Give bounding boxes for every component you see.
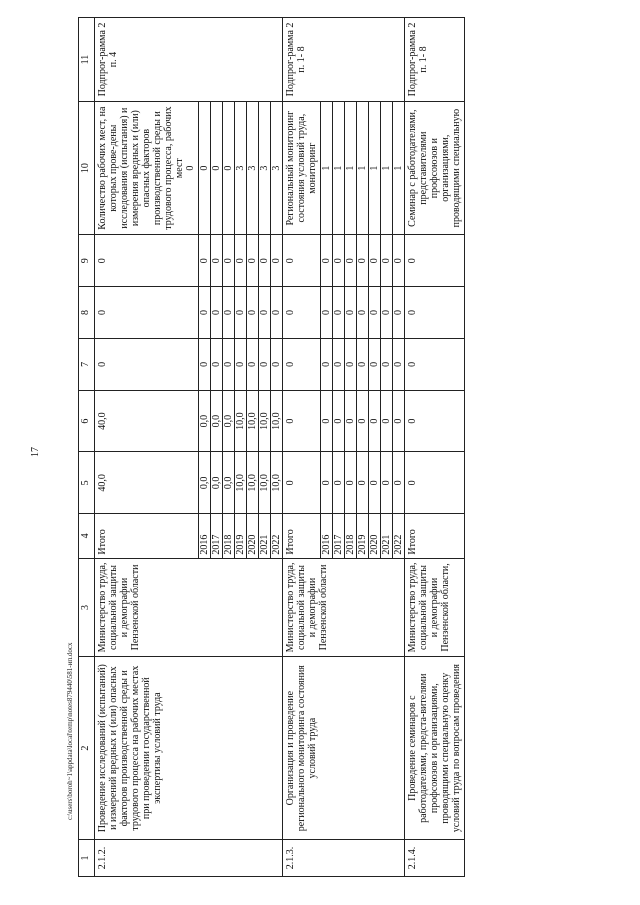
value-c5: 0 <box>333 452 345 514</box>
value-c6: 0,0 <box>223 390 235 452</box>
value-c6: 10,0 <box>247 390 259 452</box>
total-c5: 40,0 <box>95 452 199 514</box>
value-c9: 0 <box>259 235 271 287</box>
value-c8: 0 <box>381 287 393 339</box>
value-c6: 0,0 <box>211 390 223 452</box>
total-label: Итого <box>405 514 465 558</box>
value-c7: 0 <box>321 338 333 390</box>
value-c10: 3 <box>247 102 259 235</box>
total-c8: 0 <box>405 287 465 339</box>
value-c7: 0 <box>393 338 405 390</box>
indicator-total-value: 0 <box>185 165 196 171</box>
value-c5: 10,0 <box>271 452 283 514</box>
total-c6: 0 <box>405 390 465 452</box>
section-program: Подпрог-рамма 2 п. 1- 8 <box>405 18 465 102</box>
value-c10: 3 <box>259 102 271 235</box>
value-c10: 3 <box>271 102 283 235</box>
value-c7: 0 <box>333 338 345 390</box>
value-c10: 1 <box>381 102 393 235</box>
value-c6: 0 <box>393 390 405 452</box>
total-label: Итого <box>283 514 321 558</box>
col-header: 9 <box>79 235 95 287</box>
value-c5: 0 <box>345 452 357 514</box>
year-cell: 2016 <box>199 514 211 558</box>
indicator-description: Количество рабочих мест, на которых прове-дены исследования (испытания) и измерения вредных и (или) опасных факторов производственной среды и трудового процесса, рабочих мест <box>97 106 185 230</box>
value-c10: 1 <box>345 102 357 235</box>
total-c9: 0 <box>283 235 321 287</box>
rotated-table-wrapper <box>78 17 638 877</box>
section-number: 2.1.4. <box>405 839 465 876</box>
value-c8: 0 <box>369 287 381 339</box>
year-cell: 2022 <box>271 514 283 558</box>
year-cell: 2017 <box>333 514 345 558</box>
total-c6: 0 <box>283 390 321 452</box>
value-c5: 0 <box>393 452 405 514</box>
value-c7: 0 <box>381 338 393 390</box>
value-c7: 0 <box>211 338 223 390</box>
value-c9: 0 <box>345 235 357 287</box>
value-c8: 0 <box>393 287 405 339</box>
total-c10: Региональный мониторинг состояния условий труда, мониторинг <box>283 102 321 235</box>
section-number: 2.1.3. <box>283 839 405 876</box>
year-cell: 2020 <box>369 514 381 558</box>
value-c6: 0 <box>333 390 345 452</box>
year-cell: 2021 <box>381 514 393 558</box>
year-cell: 2018 <box>223 514 235 558</box>
value-c5: 0,0 <box>199 452 211 514</box>
total-c8: 0 <box>283 287 321 339</box>
value-c9: 0 <box>235 235 247 287</box>
col-header: 5 <box>79 452 95 514</box>
year-cell: 2019 <box>357 514 369 558</box>
value-c5: 0,0 <box>223 452 235 514</box>
value-c10: 3 <box>235 102 247 235</box>
value-c6: 10,0 <box>235 390 247 452</box>
value-c6: 10,0 <box>259 390 271 452</box>
value-c9: 0 <box>369 235 381 287</box>
value-c5: 0 <box>369 452 381 514</box>
section-executor: Министерство труда, социальной защиты и демографии Пензенской области, <box>405 558 465 657</box>
value-c9: 0 <box>333 235 345 287</box>
total-label: Итого <box>95 514 199 558</box>
value-c8: 0 <box>211 287 223 339</box>
value-c6: 0,0 <box>199 390 211 452</box>
value-c5: 0,0 <box>211 452 223 514</box>
total-c9: 0 <box>95 235 199 287</box>
year-cell: 2016 <box>321 514 333 558</box>
value-c9: 0 <box>247 235 259 287</box>
value-c7: 0 <box>259 338 271 390</box>
value-c5: 10,0 <box>247 452 259 514</box>
value-c7: 0 <box>223 338 235 390</box>
value-c10: 0 <box>223 102 235 235</box>
value-c7: 0 <box>247 338 259 390</box>
section-total-row <box>95 18 199 877</box>
year-cell: 2019 <box>235 514 247 558</box>
value-c10: 0 <box>199 102 211 235</box>
value-c9: 0 <box>321 235 333 287</box>
value-c9: 0 <box>357 235 369 287</box>
value-c9: 0 <box>211 235 223 287</box>
section-name: Организация и проведение регионального мониторинга состояния условий труда <box>283 657 405 840</box>
value-c10: 0 <box>211 102 223 235</box>
col-header: 1 <box>79 839 95 876</box>
col-header: 2 <box>79 657 95 840</box>
col-header: 3 <box>79 558 95 657</box>
value-c10: 1 <box>333 102 345 235</box>
year-cell: 2017 <box>211 514 223 558</box>
value-c9: 0 <box>271 235 283 287</box>
total-c5: 0 <box>283 452 321 514</box>
value-c9: 0 <box>223 235 235 287</box>
section-total-row <box>405 18 465 877</box>
value-c7: 0 <box>235 338 247 390</box>
col-header: 10 <box>79 102 95 235</box>
value-c5: 0 <box>321 452 333 514</box>
year-cell: 2021 <box>259 514 271 558</box>
total-c9: 0 <box>405 235 465 287</box>
total-c6: 40,0 <box>95 390 199 452</box>
year-cell: 2020 <box>247 514 259 558</box>
value-c7: 0 <box>369 338 381 390</box>
value-c6: 0 <box>321 390 333 452</box>
value-c8: 0 <box>333 287 345 339</box>
value-c5: 0 <box>357 452 369 514</box>
total-c7: 0 <box>405 338 465 390</box>
value-c10: 1 <box>369 102 381 235</box>
value-c8: 0 <box>199 287 211 339</box>
value-c6: 0 <box>381 390 393 452</box>
value-c8: 0 <box>259 287 271 339</box>
total-c5: 0 <box>405 452 465 514</box>
value-c6: 10,0 <box>271 390 283 452</box>
value-c8: 0 <box>223 287 235 339</box>
year-cell: 2022 <box>393 514 405 558</box>
value-c7: 0 <box>345 338 357 390</box>
value-c7: 0 <box>357 338 369 390</box>
value-c8: 0 <box>345 287 357 339</box>
program-table <box>78 17 465 877</box>
total-c10 <box>95 102 199 235</box>
section-program: Подпрог-рамма 2 п. 1- 8 <box>283 18 405 102</box>
value-c8: 0 <box>247 287 259 339</box>
value-c7: 0 <box>271 338 283 390</box>
section-total-row <box>283 18 321 877</box>
value-c9: 0 <box>199 235 211 287</box>
total-c10: Семинар с работодателями, представителями профсоюзов и организациями, проводящими специальную <box>405 102 465 235</box>
value-c8: 0 <box>271 287 283 339</box>
value-c9: 0 <box>393 235 405 287</box>
section-number: 2.1.2. <box>95 839 283 876</box>
value-c6: 0 <box>369 390 381 452</box>
value-c10: 1 <box>357 102 369 235</box>
section-name: Проведение семинаров с работодателями, предста-вителями профсоюзов и организациями, проводящими специальную оценку условий труда по вопросам проведения <box>405 657 465 840</box>
section-executor: Министерство труда, социальной защиты и демографии Пензенской области <box>283 558 405 657</box>
section-executor: Министерство труда, социальной защиты и демографии Пензенской области <box>95 558 283 657</box>
section-program: Подпрог-рамма 2 п. 4 <box>95 18 283 102</box>
total-c7: 0 <box>95 338 199 390</box>
col-header: 4 <box>79 514 95 558</box>
value-c5: 10,0 <box>259 452 271 514</box>
col-header: 6 <box>79 390 95 452</box>
value-c9: 0 <box>381 235 393 287</box>
value-c8: 0 <box>235 287 247 339</box>
value-c6: 0 <box>345 390 357 452</box>
value-c7: 0 <box>199 338 211 390</box>
col-header: 11 <box>79 18 95 102</box>
footer-path: c:\users\boroh~1\appdata\local\temp\notes879440\581-ип.docx <box>66 642 74 820</box>
value-c10: 1 <box>393 102 405 235</box>
year-cell: 2018 <box>345 514 357 558</box>
total-c7: 0 <box>283 338 321 390</box>
section-name: Проведение исследований (испытаний) и измерений вредных и (или) опасных факторов производственной среды и трудового процесса на рабочих местах при проведении государственной экспертизы условий труда <box>95 657 283 840</box>
value-c8: 0 <box>321 287 333 339</box>
header-row <box>79 18 95 877</box>
col-header: 7 <box>79 338 95 390</box>
value-c5: 10,0 <box>235 452 247 514</box>
total-c8: 0 <box>95 287 199 339</box>
value-c5: 0 <box>381 452 393 514</box>
value-c10: 1 <box>321 102 333 235</box>
value-c6: 0 <box>357 390 369 452</box>
col-header: 8 <box>79 287 95 339</box>
page-number: 17 <box>30 447 41 457</box>
value-c8: 0 <box>357 287 369 339</box>
